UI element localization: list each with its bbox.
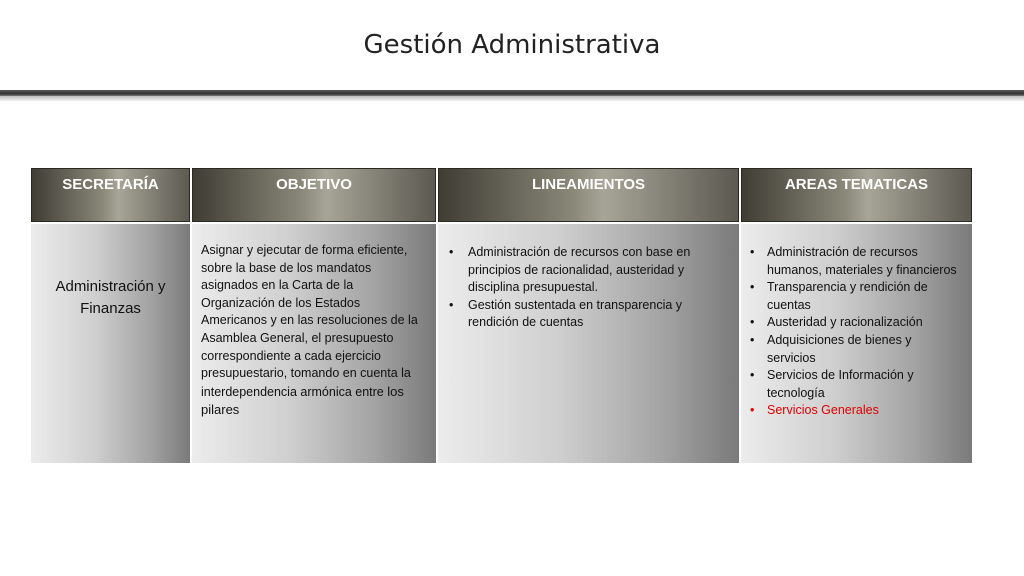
list-item: • Transparencia y rendición de cuentas <box>741 279 962 314</box>
list-item: • Austeridad y racionalización <box>741 314 962 332</box>
list-item: • Adquisiciones de bienes y servicios <box>741 332 962 367</box>
header-objetivo: OBJETIVO <box>192 168 436 222</box>
list-item: • Administración de recursos con base en principios de racionalidad, austeridad y disciplina presupuestal. <box>442 244 721 297</box>
list-item: • Servicios de Información y tecnología <box>741 367 962 402</box>
cell-objetivo <box>192 224 436 463</box>
header-areas-tematicas: AREAS TEMATICAS <box>741 168 972 222</box>
cell-lineamientos <box>438 224 739 463</box>
objetivo-text-end: los pilares <box>201 383 404 418</box>
list-item: • Administración de recursos humanos, materiales y financieros <box>741 244 962 279</box>
secretaria-text: Administración y Finanzas <box>55 278 166 317</box>
list-item-highlighted: • Servicios Generales <box>741 402 962 420</box>
header-lineamientos: LINEAMIENTOS <box>438 168 739 222</box>
slide-title: Gestión Administrativa <box>363 30 661 60</box>
objetivo-text: Asignar y ejecutar de forma eficiente, sobre la base de los mandatos asignados en la Carta de la Organización de los Estados Americanos y en las resoluciones de la Asamblea General, el presupuesto correspondiente a cada ejercicio presupuestario, tomando en cuenta la interdependencia armónica entre <box>201 243 418 399</box>
header-secretaria: SECRETARÍA <box>31 168 190 222</box>
title-divider-shadow <box>0 96 1024 101</box>
cell-areas-tematicas <box>741 224 972 463</box>
list-item: • Gestión sustentada en transparencia y rendición de cuentas <box>442 297 721 332</box>
cell-secretaria <box>31 224 190 463</box>
